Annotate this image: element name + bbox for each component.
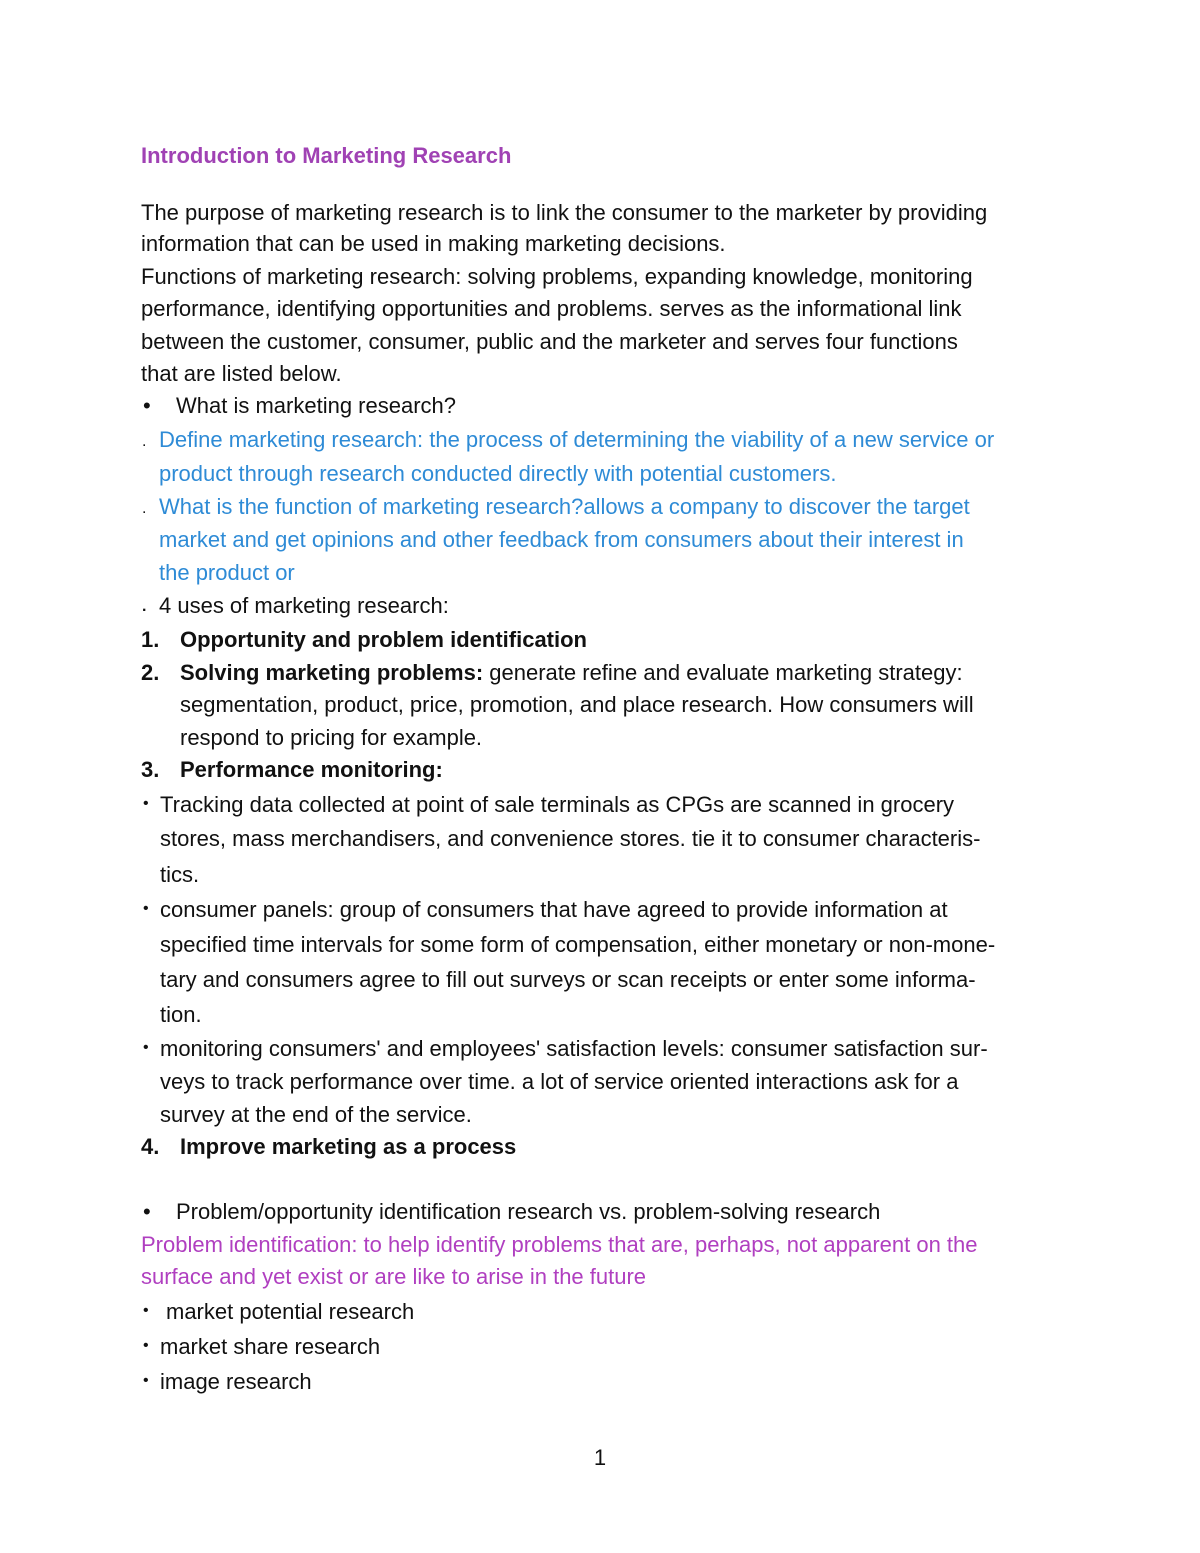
uses-intro: 4 uses of marketing research: <box>159 593 449 618</box>
tracking-line-2: stores, mass merchandisers, and convenience stores. tie it to consumer characteris- <box>160 826 981 851</box>
tracking-line-1: Tracking data collected at point of sale terminals as CPGs are scanned in grocery <box>160 792 955 817</box>
use-2-text: generate refine and evaluate marketing strategy: <box>483 660 963 685</box>
use-2 <box>180 659 963 687</box>
page-number: 1 <box>593 1445 607 1470</box>
bullet-icon: . <box>142 500 147 517</box>
bullet-icon: • <box>143 393 151 418</box>
research-type-item: market potential research <box>166 1299 415 1324</box>
research-type-item: image research <box>160 1369 312 1394</box>
define-label: Define marketing research <box>159 427 418 452</box>
purpose-line-2: information that can be used in making marketing decisions. <box>141 231 726 256</box>
list-number: 4. <box>141 1134 160 1159</box>
list-number: 2. <box>141 660 160 685</box>
function-label: What is the function of marketing research? <box>159 494 584 519</box>
research-type-item: market share research <box>160 1334 381 1359</box>
panels-line-1: consumer panels: group of consumers that have agreed to provide information at <box>160 897 948 922</box>
functions-line-4: that are listed below. <box>141 361 342 386</box>
tracking-line-3: tics. <box>160 862 200 887</box>
bullet-icon: . <box>142 433 147 450</box>
function-answer-line-3: the product or <box>159 560 295 585</box>
use-2-text-line-2: segmentation, product, price, promotion, and place research. How consumers will <box>180 692 974 717</box>
define-answer: : the process of determining the viability of a new service or <box>417 427 995 452</box>
use-2-title: Solving marketing problems: <box>180 660 484 685</box>
panels-line-4: tion. <box>160 1002 202 1027</box>
list-number: 3. <box>141 757 160 782</box>
satisfaction-line-3: survey at the end of the service. <box>160 1102 472 1127</box>
satisfaction-line-2: veys to track performance over time. a lot of service oriented interactions ask for a <box>160 1069 959 1094</box>
question-what-is: What is marketing research? <box>176 393 456 418</box>
problem-identification-line-2: surface and yet exist or are like to arise in the future <box>141 1264 647 1289</box>
bullet-icon: • <box>143 795 149 812</box>
page-title: Introduction to Marketing Research <box>141 143 512 168</box>
problem-identification-line-1: Problem identification: to help identify problems that are, perhaps, not apparent on the <box>141 1232 978 1257</box>
list-number: 1. <box>141 627 160 652</box>
functions-line-2: performance, identifying opportunities and problems. serves as the informational link <box>141 296 962 321</box>
satisfaction-line-1: monitoring consumers' and employees' satisfaction levels: consumer satisfaction sur- <box>160 1036 988 1061</box>
purpose-line-1: The purpose of marketing research is to link the consumer to the marketer by providing <box>141 200 988 225</box>
bullet-icon: • <box>143 1302 149 1319</box>
use-4-title: Improve marketing as a process <box>180 1134 517 1159</box>
bullet-icon: • <box>143 1372 149 1389</box>
use-1-title: Opportunity and problem identification <box>180 627 587 652</box>
bullet-icon: • <box>143 1039 149 1056</box>
function-answer: allows a company to discover the target <box>583 494 970 519</box>
panels-line-2: specified time intervals for some form of compensation, either monetary or non-mone- <box>160 932 996 957</box>
bullet-icon: • <box>143 1199 151 1224</box>
define-answer-line-2: product through research conducted directly with potential customers. <box>159 461 837 486</box>
functions-line-3: between the customer, consumer, public and the marketer and serves four functions <box>141 329 958 354</box>
define-question <box>159 426 994 454</box>
use-2-text-line-3: respond to pricing for example. <box>180 725 483 750</box>
bullet-icon: • <box>143 900 149 917</box>
bullet-icon: . <box>142 598 147 615</box>
bullet-icon: • <box>143 1337 149 1354</box>
function-answer-line-2: market and get opinions and other feedback from consumers about their interest in <box>159 527 964 552</box>
use-3-title: Performance monitoring: <box>180 757 443 782</box>
function-question <box>159 493 970 521</box>
panels-line-3: tary and consumers agree to fill out surveys or scan receipts or enter some informa- <box>160 967 976 992</box>
comparison-text: Problem/opportunity identification research vs. problem-solving research <box>176 1199 881 1224</box>
functions-line-1: Functions of marketing research: solving problems, expanding knowledge, monitoring <box>141 264 973 289</box>
